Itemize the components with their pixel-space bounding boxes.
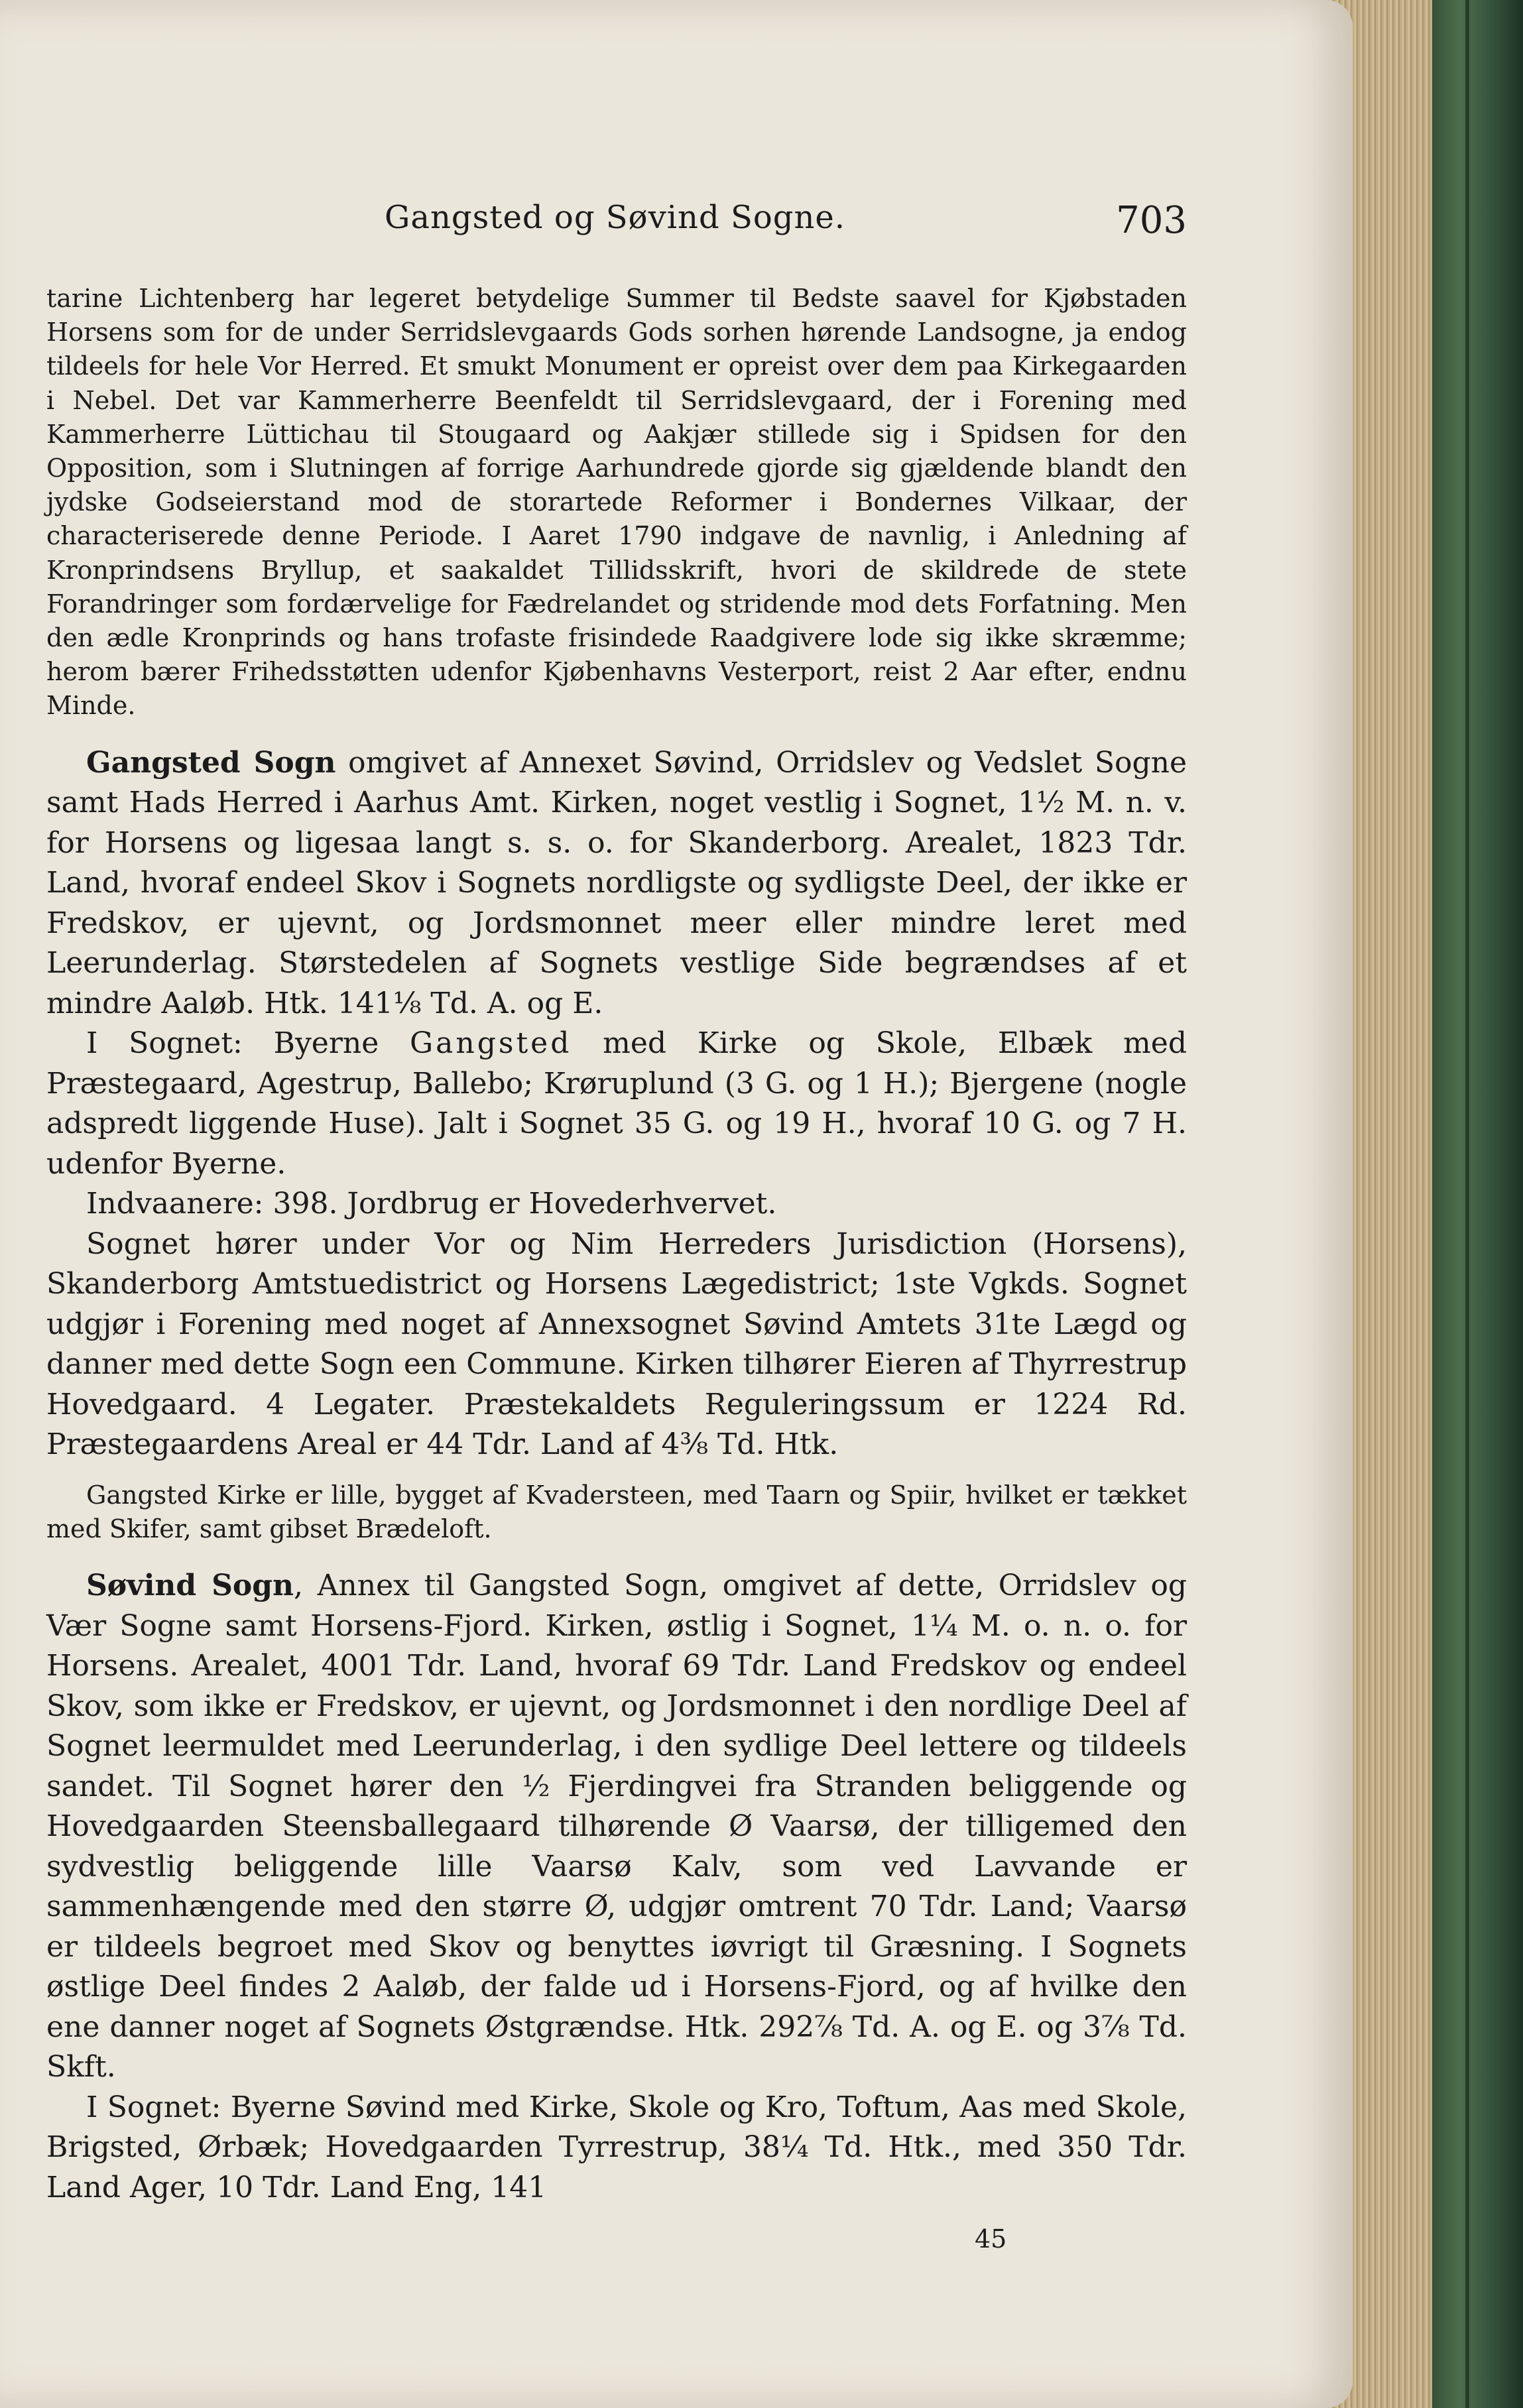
gangsted-villages-rest: med Kirke og Skole, Elbæk med Præstegaard, Agestrup, Ballebo; Krøruplund (3 G. og 1 H.); Bjergene (nogle adspredt liggende Huse). Jalt i Sognet 35 G. og 19 H., hvoraf 10 G. og 7 H. udenfor Byerne. <box>46 1026 1187 1181</box>
book-cover-edge <box>1426 0 1523 2408</box>
page-header <box>46 199 1187 252</box>
gangsted-church-note: Gangsted Kirke er lille, bygget af Kvadersteen, med Taarn og Spiir, hvilket er tækket med Skifer, samt gibset Brædeloft. <box>46 1480 1187 1543</box>
soevind-heading: Søvind Sogn <box>86 1569 294 1603</box>
soevind-villages: I Sognet: Byerne Søvind med Kirke, Skole og Kro, Toftum, Aas med Skole, Brigsted, Ørbæk; Hovedgaarden Tyrrestrup, 38¼ Td. Htk., med 350 Tdr. Land Ager, 10 Tdr. Land Eng, 141 <box>46 2090 1187 2204</box>
gangsted-population: Indvaanere: 398. Jordbrug er Hovederhvervet. <box>86 1187 777 1221</box>
section-gap <box>46 723 1187 743</box>
soevind-intro <box>46 1566 1187 2088</box>
soevind-intro-text: , Annex til Gangsted Sogn, omgivet af dette, Orridslev og Vær Sogne samt Horsens-Fjord. Kirken, østlig i Sognet, 1¼ M. o. n. o. for Horsens. Arealet, 4001 Tdr. Land, hvoraf 69 Tdr. Land Fredskov og endeel Skov, som ikke er Fredskov, er ujevnt, og Jordsmonnet i den nordlige Deel af Sognet leermuldet med Leerunderlag, i den sydlige Deel lettere og tildeels sandet. Til Sognet hører den ½ Fjerdingvei fra Stranden beliggende og Hovedgaarden Steensballegaard tilhørende Ø Vaarsø, der tilligemed den sydvestlig beliggende lille Vaarsø Kalv, som ved Lavvande er sammenhængende med den større Ø, udgjør omtrent 70 Tdr. Land; Vaarsø er tildeels begroet med Skov og benyttes iøvrigt til Græsning. I Sognets østlige Deel findes 2 Aaløb, der falde ud i Horsens-Fjord, og af hvilke den ene danner noget af Sognets Østgrændse. Htk. 292⅞ Td. A. og E. og 3⅞ Td. Skft. <box>46 1569 1188 2084</box>
gangsted-villages <box>46 1024 1187 1184</box>
gangsted-intro-text: omgivet af Annexet Søvind, Orridslev og Vedslet Sogne samt Hads Herred i Aarhus Amt. Kirken, noget vestlig i Sognet, 1½ M. n. v. for Horsens og ligesaa langt s. s. o. for Skanderborg. Arealet, 1823 Tdr. Land, hvoraf endeel Skov i Sognets nordligste og sydligste Deel, der ikke er Fredskov, er ujevnt, og Jordsmonnet meer eller mindre leret med Leerunderlag. Størstedelen af Sognets vestlige Side begrændses af et mindre Aaløb. Htk. 141⅛ Td. A. og E. <box>46 745 1187 1020</box>
gangsted-heading: Gangsted Sogn <box>86 745 336 780</box>
paragraph-continuation: tarine Lichtenberg har legeret betydelige Summer til Bedste saavel for Kjøbstaden Horsens som for de under Serridslevgaards Gods sorhen hørende Landsogne, ja endog tildeels for hele Vor Herred. Et smukt Monument er opreist over dem paa Kirkegaarden i Nebel. Det var Kammerherre Beenfeldt til Serridslevgaard, der i Forening med Kammerherre Lüttichau til Stougaard og Aakjær stillede sig i Spidsen for den Opposition, som i Slutningen af forrige Aarhundrede gjorde sig gjældende blandt den jydske Godseierstand mod de storartede Reformer i Bondernes Vilkaar, der characteriserede denne Periode. I Aaret 1790 indgave de navnlig, i Anledning af Kronprindsens Bryllup, et saakaldet Tillidsskrift, hvori de skildrede de stete Forandringer som fordærvelige for Fædrelandet og stridende mod dets Forfatning. Men den ædle Kronprinds og hans trofaste frisindede Raadgivere lode sig ikke skræmme; herom bærer Frihedsstøtten udenfor Kjøbenhavns Vesterport, reist 2 Aar efter, endnu Minde. <box>46 284 1187 721</box>
note-gap <box>46 1465 1187 1478</box>
page-number: 703 <box>1116 199 1187 242</box>
running-title: Gangsted og Søvind Sogne. <box>385 199 846 236</box>
body-text <box>46 282 1187 2208</box>
signature-mark: 45 <box>975 2224 1007 2254</box>
gangsted-villages-lead: I Sognet: Byerne <box>86 1026 410 1061</box>
gangsted-intro <box>46 743 1187 1024</box>
gangsted-village-name: Gangsted <box>410 1026 572 1061</box>
gangsted-jurisdiction: Sognet hører under Vor og Nim Herreders Jurisdiction (Horsens), Skanderborg Amtstuedistrict og Horsens Lægedistrict; 1ste Vgkds. Sognet udgjør i Forening med noget af Annexsognet Søvind Amtets 31te Lægd og danner med dette Sogn een Commune. Kirken tilhører Eieren af Thyrrestrup Hovedgaard. 4 Legater. Præstekaldets Reguleringssum er 1224 Rd. Præstegaardens Areal er 44 Tdr. Land af 4⅜ Td. Htk. <box>46 1227 1187 1462</box>
section-gap <box>46 1546 1187 1566</box>
